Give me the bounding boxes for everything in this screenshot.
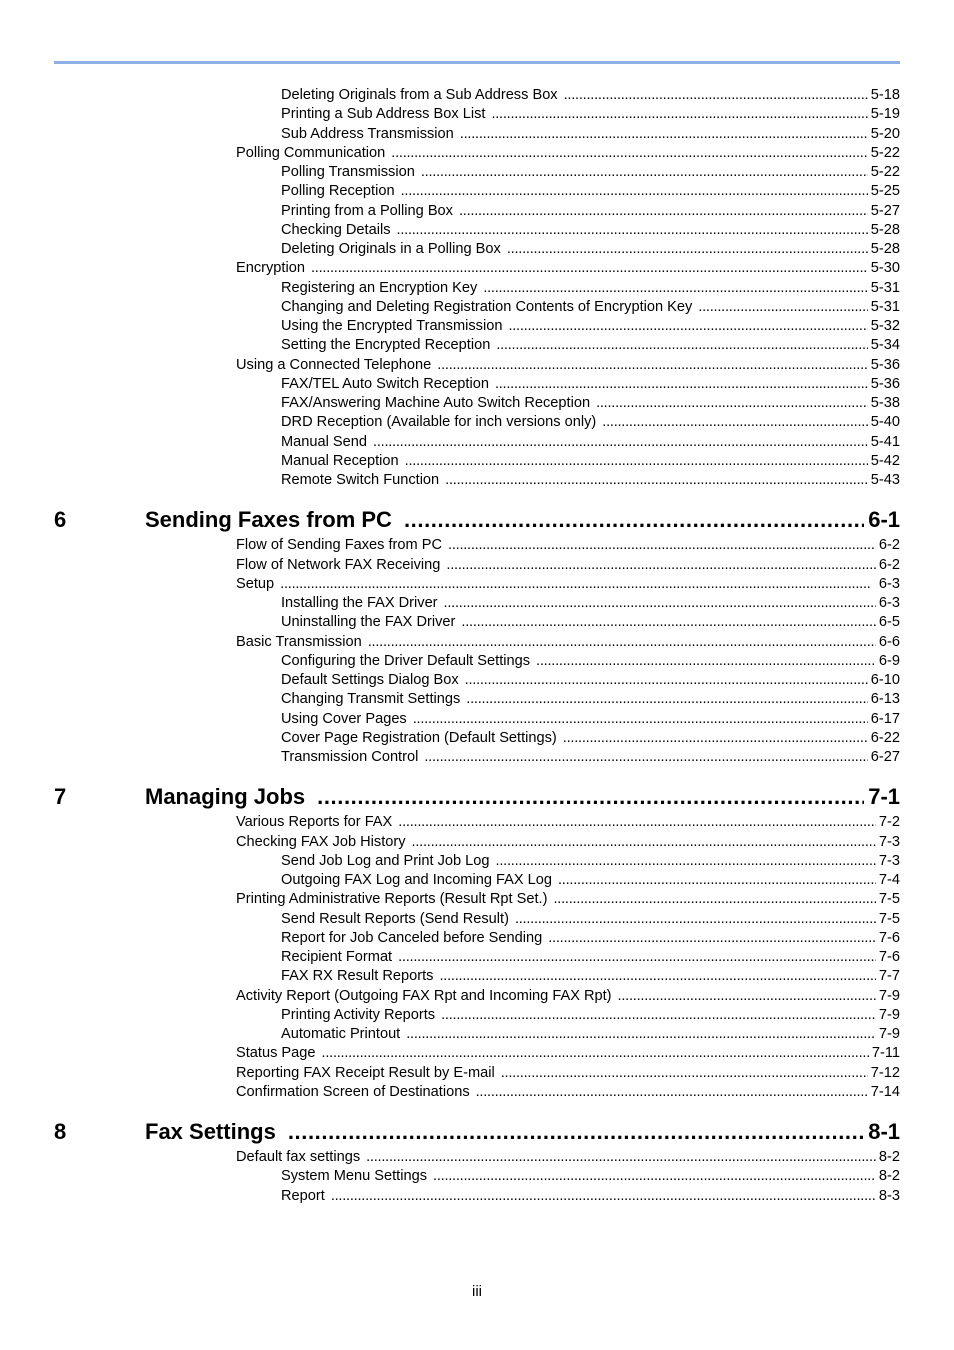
dot-leader (322, 1044, 869, 1063)
toc-subentry[interactable] (281, 1167, 900, 1186)
toc-subentry[interactable] (281, 613, 900, 632)
toc-entry-page: 7-6 (878, 949, 900, 965)
dot-leader (507, 240, 868, 259)
dot-leader (483, 279, 867, 298)
toc-entry-page: 5-22 (870, 164, 900, 180)
toc-entry[interactable] (236, 987, 900, 1006)
chapter-number: 6 (54, 507, 67, 533)
dot-leader (491, 105, 867, 124)
toc-entry-page: 6-17 (870, 710, 900, 727)
toc-entry-label: Sub Address Transmission (281, 125, 454, 142)
toc-entry-label: Configuring the Driver Default Settings (281, 652, 531, 669)
toc-entry[interactable] (236, 833, 900, 852)
toc-subentry[interactable] (281, 163, 900, 182)
chapter-title: Fax Settings (145, 1119, 276, 1144)
toc-subentry[interactable] (281, 652, 900, 671)
dot-leader (448, 536, 876, 555)
toc-entry-label: Report (281, 1187, 325, 1204)
toc-entry[interactable] (236, 144, 900, 163)
dot-leader (444, 594, 876, 613)
dot-leader (391, 144, 868, 163)
toc-entry-label: Transmission Control (281, 749, 419, 765)
toc-subentry[interactable] (281, 471, 900, 490)
dot-leader (446, 556, 876, 575)
toc-entry-label: Automatic Printout (281, 1026, 401, 1042)
toc-entry-page: 5-42 (870, 452, 900, 469)
toc-entry-label: Default Settings Dialog Box (281, 672, 459, 688)
toc-entry-page: 5-36 (870, 356, 900, 373)
dot-leader (548, 929, 876, 948)
toc-entry-label: Basic Transmission (236, 633, 362, 650)
toc-entry-label: Cover Page Registration (Default Settings) (281, 729, 557, 746)
toc-entry-label: Recipient Format (281, 949, 393, 965)
toc-entry-page: 5-19 (870, 106, 900, 123)
toc-entry-label: Registering an Encryption Key (281, 279, 478, 296)
toc-entry-page: 5-22 (870, 144, 900, 161)
toc-entry-page: 7-9 (878, 1026, 900, 1042)
dot-leader (536, 652, 876, 671)
toc-entry-label: Flow of Sending Faxes from PC (236, 537, 443, 554)
toc-entry-label: Send Job Log and Print Job Log (281, 852, 490, 869)
toc-entry-page: 6-10 (870, 672, 900, 688)
toc-entry[interactable] (236, 890, 900, 909)
dot-leader (331, 1187, 876, 1206)
dot-leader (397, 221, 868, 240)
dot-leader (424, 748, 867, 767)
dot-leader (460, 125, 868, 144)
toc-entry-label: Deleting Originals in a Polling Box (281, 241, 501, 257)
dot-leader (406, 1025, 876, 1044)
toc-subentry[interactable] (281, 86, 900, 105)
toc-entry-page: 7-3 (878, 833, 900, 850)
toc-entry-page: 5-38 (870, 395, 900, 411)
toc-entry-label: Activity Report (Outgoing FAX Rpt and Incoming FAX Rpt) (236, 987, 612, 1004)
toc-entry[interactable] (236, 356, 900, 375)
toc-entry-page: 7-14 (870, 1083, 900, 1100)
toc-entry-page: 5-27 (870, 202, 900, 219)
toc-entry-label: Reporting FAX Receipt Result by E-mail (236, 1064, 495, 1081)
dot-leader (618, 987, 876, 1006)
toc-entry-page: 5-28 (870, 221, 900, 238)
toc-entry-page: 5-25 (870, 183, 900, 200)
toc-entry-label: Status Page (236, 1045, 316, 1062)
dot-leader (445, 471, 868, 490)
dot-leader (558, 871, 876, 890)
toc-subentry[interactable] (281, 317, 900, 336)
toc-entry-page: 6-6 (878, 633, 900, 650)
toc-entry-label: Flow of Network FAX Receiving (236, 556, 441, 573)
toc-entry-label: Printing Activity Reports (281, 1006, 436, 1023)
dot-leader (461, 613, 876, 632)
toc-entry-page: 5-30 (870, 260, 900, 277)
toc-subentry[interactable] (281, 871, 900, 890)
toc-entry-page: 7-7 (878, 968, 900, 985)
chapter-number: 8 (54, 1119, 67, 1144)
toc-entry[interactable] (236, 813, 900, 832)
dot-leader (508, 317, 867, 336)
chapter-page: 8-1 (868, 1119, 900, 1144)
dot-leader (553, 890, 875, 909)
toc-entry-page: 5-36 (870, 375, 900, 392)
dot-leader (496, 336, 867, 355)
toc-entry-label: Report for Job Canceled before Sending (281, 929, 543, 946)
chapter-page: 7-1 (868, 784, 900, 810)
dot-leader (466, 690, 868, 709)
dot-leader (317, 782, 864, 812)
dot-leader (515, 910, 876, 929)
dot-leader (311, 259, 868, 278)
toc-entry-label: FAX/Answering Machine Auto Switch Reception (281, 395, 591, 411)
dot-leader (404, 505, 864, 535)
toc-entry-page: 6-3 (878, 575, 900, 592)
toc-entry-page: 6-5 (878, 614, 900, 631)
toc-subentry[interactable] (281, 105, 900, 124)
toc-subentry[interactable] (281, 1187, 900, 1206)
toc-subentry[interactable] (281, 748, 900, 767)
chapter-number: 7 (54, 784, 67, 810)
toc-entry-label: Default fax settings (236, 1149, 361, 1165)
dot-leader (413, 710, 868, 729)
toc-subentry[interactable] (281, 729, 900, 748)
toc-entry-page: 5-40 (870, 414, 900, 431)
chapter-title: Managing Jobs (145, 784, 306, 810)
toc-entry[interactable] (236, 1064, 900, 1083)
toc-subentry[interactable] (281, 125, 900, 144)
dot-leader (564, 86, 868, 105)
dot-leader (439, 967, 875, 986)
toc-entry-label: Polling Transmission (281, 164, 415, 180)
toc-subentry[interactable] (281, 690, 900, 709)
toc-entry-page: 6-27 (870, 749, 900, 765)
dot-leader (563, 729, 868, 748)
toc-subentry[interactable] (281, 1006, 900, 1025)
chapter-heading[interactable] (54, 782, 900, 812)
toc-entry-page: 5-28 (870, 241, 900, 257)
dot-leader (401, 182, 868, 201)
toc-subentry[interactable] (281, 394, 900, 413)
toc-subentry[interactable] (281, 298, 900, 317)
toc-entry-page: 7-3 (878, 852, 900, 869)
toc-entry-label: Setup (236, 575, 275, 592)
toc-entry-label: Checking FAX Job History (236, 833, 406, 850)
chapter-heading[interactable] (54, 505, 900, 535)
dot-leader (501, 1064, 868, 1083)
toc-entry[interactable] (236, 536, 900, 555)
toc-subentry[interactable] (281, 710, 900, 729)
dot-leader (596, 394, 868, 413)
toc-entry-label: Various Reports for FAX (236, 814, 393, 831)
toc-entry-label: Using Cover Pages (281, 710, 407, 727)
toc-entry-label: Manual Reception (281, 452, 399, 469)
toc-entry-label: FAX/TEL Auto Switch Reception (281, 375, 489, 392)
toc-entry-page: 7-2 (878, 814, 900, 831)
toc-subentry[interactable] (281, 375, 900, 394)
toc-subentry[interactable] (281, 948, 900, 967)
toc-subentry[interactable] (281, 433, 900, 452)
toc-entry-label: Changing Transmit Settings (281, 691, 461, 708)
dot-leader (412, 833, 876, 852)
toc-entry-page: 5-41 (870, 433, 900, 450)
toc-entry-label: Confirmation Screen of Destinations (236, 1083, 470, 1100)
toc-subentry[interactable] (281, 1025, 900, 1044)
dot-leader (495, 375, 868, 394)
toc-entry-label: Installing the FAX Driver (281, 595, 438, 611)
toc-subentry[interactable] (281, 221, 900, 240)
toc-entry-label: Using the Encrypted Transmission (281, 318, 503, 334)
toc-subentry[interactable] (281, 336, 900, 355)
toc-entry-label: Using a Connected Telephone (236, 356, 432, 373)
toc-entry-label: Checking Details (281, 221, 391, 238)
toc-entry-label: Send Result Reports (Send Result) (281, 910, 509, 927)
toc-entry-label: Printing Administrative Reports (Result Rpt Set.) (236, 891, 548, 908)
dot-leader (476, 1083, 868, 1102)
dot-leader (433, 1167, 876, 1186)
toc-entry[interactable] (236, 556, 900, 575)
dot-leader (366, 1148, 876, 1167)
toc-subentry[interactable] (281, 671, 900, 690)
chapter-heading[interactable] (54, 1117, 900, 1147)
toc-entry-page: 7-5 (878, 891, 900, 908)
toc-subentry[interactable] (281, 413, 900, 432)
toc-entry-page: 5-34 (870, 337, 900, 354)
toc-entry-page: 6-3 (878, 595, 900, 611)
toc-subentry[interactable] (281, 279, 900, 298)
dot-leader (405, 452, 868, 471)
toc-entry-page: 5-18 (870, 87, 900, 103)
toc-entry-label: Polling Communication (236, 144, 386, 161)
dot-leader (465, 671, 868, 690)
toc-entry[interactable] (236, 1044, 900, 1063)
dot-leader (698, 298, 867, 317)
toc-entry-label: Setting the Encrypted Reception (281, 337, 491, 354)
dot-leader (496, 852, 876, 871)
page-number: iii (472, 1283, 482, 1300)
dot-leader (602, 413, 868, 432)
toc-entry-label: Encryption (236, 260, 305, 277)
toc-entry-page: 7-9 (878, 987, 900, 1004)
toc-subentry[interactable] (281, 967, 900, 986)
toc-entry-label: Deleting Originals from a Sub Address Box (281, 87, 558, 103)
chapter-title: Sending Faxes from PC (145, 507, 392, 533)
dot-leader (398, 813, 876, 832)
toc-entry-page: 5-31 (870, 298, 900, 315)
toc-entry-label: Printing from a Polling Box (281, 202, 453, 219)
dot-leader (459, 202, 868, 221)
toc-subentry[interactable] (281, 852, 900, 871)
toc-entry[interactable] (236, 575, 900, 594)
dot-leader (421, 163, 868, 182)
toc-entry[interactable] (236, 1083, 900, 1102)
toc-entry-label: Printing a Sub Address Box List (281, 106, 486, 123)
toc-entry-page: 5-43 (870, 472, 900, 488)
toc-entry-page: 7-5 (878, 910, 900, 927)
toc-entry-page: 8-2 (878, 1168, 900, 1185)
toc-entry-label: Outgoing FAX Log and Incoming FAX Log (281, 872, 552, 888)
toc-entry-page: 8-3 (878, 1187, 900, 1204)
chapter-page: 6-1 (868, 507, 900, 533)
toc-entry-page: 7-12 (870, 1064, 900, 1081)
toc-entry-label: Polling Reception (281, 183, 395, 200)
toc-subentry[interactable] (281, 202, 900, 221)
toc-entry-page: 8-2 (878, 1149, 900, 1165)
toc-entry-page: 5-20 (870, 125, 900, 142)
toc-entry-page: 6-13 (870, 691, 900, 708)
toc-entry-label: DRD Reception (Available for inch versions only) (281, 414, 597, 431)
toc-entry[interactable] (236, 633, 900, 652)
toc-subentry[interactable] (281, 452, 900, 471)
toc-entry-label: Manual Send (281, 433, 368, 450)
toc-entry-label: Uninstalling the FAX Driver (281, 614, 456, 631)
dot-leader (398, 948, 876, 967)
toc-entry-page: 7-9 (878, 1006, 900, 1023)
toc-subentry[interactable] (281, 182, 900, 201)
dot-leader (280, 575, 876, 594)
toc-entry-page: 6-2 (878, 537, 900, 554)
toc-entry-page: 6-9 (878, 652, 900, 669)
dot-leader (368, 633, 876, 652)
dot-leader (437, 356, 868, 375)
toc-entry-page: 7-6 (878, 929, 900, 946)
toc-entry-page: 6-2 (878, 556, 900, 573)
toc-entry-page: 7-4 (878, 872, 900, 888)
toc-entry-page: 5-31 (870, 279, 900, 296)
toc-subentry[interactable] (281, 594, 900, 613)
toc-subentry[interactable] (281, 929, 900, 948)
dot-leader (441, 1006, 876, 1025)
toc-entry-label: FAX RX Result Reports (281, 968, 434, 985)
dot-leader (288, 1117, 864, 1147)
toc-entry-label: Changing and Deleting Registration Contents of Encryption Key (281, 298, 693, 315)
toc-entry-label: System Menu Settings (281, 1168, 428, 1185)
toc-entry-label: Remote Switch Function (281, 472, 440, 488)
toc-subentry[interactable] (281, 240, 900, 259)
toc-subentry[interactable] (281, 910, 900, 929)
dot-leader (373, 433, 868, 452)
toc-entry[interactable] (236, 1148, 900, 1167)
toc-entry-page: 5-32 (870, 318, 900, 334)
toc-entry[interactable] (236, 259, 900, 278)
toc-entry-page: 7-11 (871, 1045, 900, 1062)
toc-entry-page: 6-22 (870, 729, 900, 746)
